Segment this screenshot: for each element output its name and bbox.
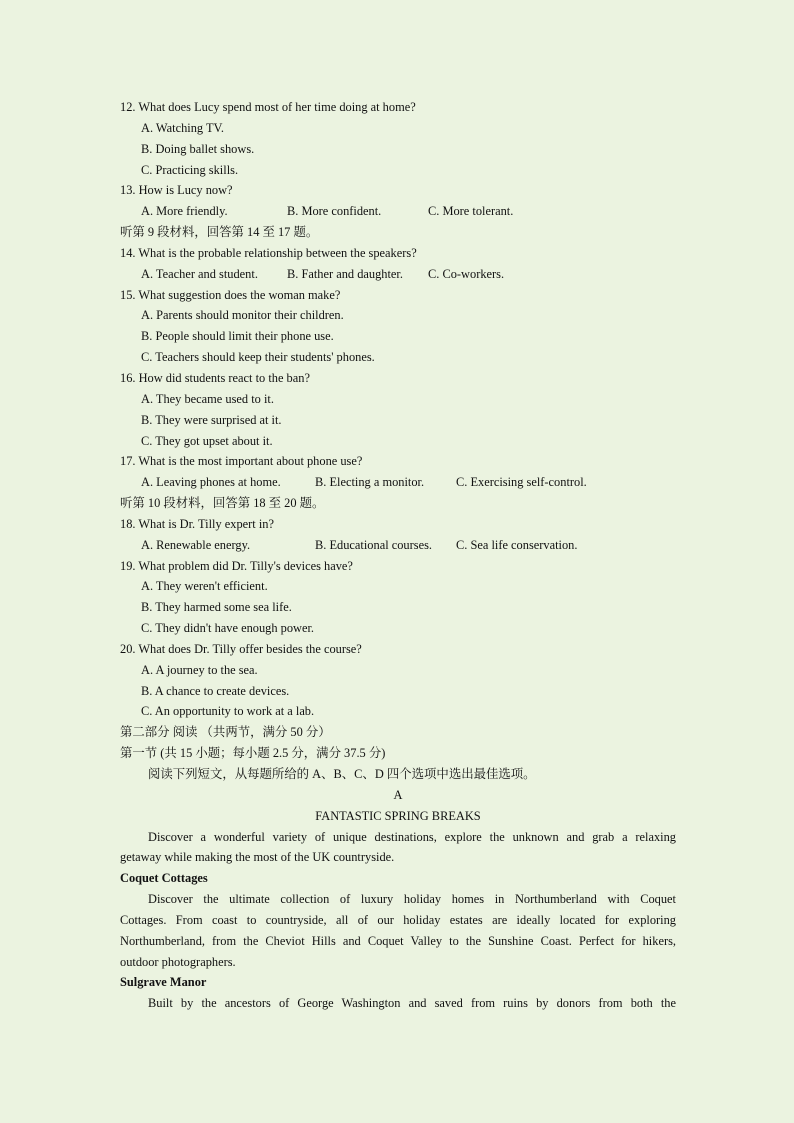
option-15a: A. Parents should monitor their children. [141, 308, 344, 323]
option-19a: A. They weren't efficient. [141, 579, 268, 594]
intro-line-1: Discover a wonderful variety of unique destinations, explore the unknown and grab a relaxing [148, 829, 676, 844]
question-18: 18. What is Dr. Tilly expert in? [120, 516, 274, 531]
option-15c: C. Teachers should keep their students' phones. [141, 350, 375, 365]
reading-instruction: 阅读下列短文，从每题所给的 A、B、C、D 四个选项中选出最佳选项。 [148, 767, 536, 781]
coquet-line-3: Northumberland, from the Cheviot Hills and Coquet Valley to the Sunshine Coast. Perfect for hikers, [120, 933, 676, 948]
option-12b: B. Doing ballet shows. [141, 141, 255, 156]
option-20a: A. A journey to the sea. [141, 662, 258, 677]
coquet-line-2: Cottages. From coast to countryside, all of our holiday estates are ideally located for exploring [120, 912, 676, 927]
option-17b: B. Electing a monitor. [315, 475, 425, 490]
option-17a: A. Leaving phones at home. [141, 475, 281, 490]
question-12: 12. What does Lucy spend most of her time doing at home? [120, 100, 416, 114]
question-15: 15. What suggestion does the woman make? [120, 287, 341, 302]
option-15b: B. People should limit their phone use. [141, 329, 334, 344]
options-18 [120, 535, 676, 556]
question-13: 13. How is Lucy now? [120, 183, 233, 198]
passage-letter: A [393, 787, 403, 802]
option-20c: C. An opportunity to work at a lab. [141, 704, 315, 719]
passage-title: FANTASTIC SPRING BREAKS [315, 808, 481, 823]
option-16b: B. They were surprised at it. [141, 412, 282, 427]
page-content [120, 97, 676, 1014]
option-18b: B. Educational courses. [315, 537, 432, 552]
section-one-heading: 第一节 (共 15 小题；每小题 2.5 分，满分 37.5 分) [120, 746, 386, 761]
option-18c: C. Sea life conservation. [456, 537, 578, 552]
question-19: 19. What problem did Dr. Tilly's devices have? [120, 558, 353, 573]
sulgrave-line-1: Built by the ancestors of George Washington and saved from ruins by donors from both the [148, 996, 676, 1011]
option-14b: B. Father and daughter. [287, 266, 403, 281]
question-17: 17. What is the most important about phone use? [120, 454, 363, 469]
option-17c: C. Exercising self-control. [456, 475, 587, 490]
option-19b: B. They harmed some sea life. [141, 600, 292, 615]
option-19c: C. They didn't have enough power. [141, 621, 315, 636]
question-20: 20. What does Dr. Tilly offer besides the course? [120, 641, 362, 656]
option-14a: A. Teacher and student. [141, 266, 258, 281]
part-two-heading: 第二部分 阅读 （共两节，满分 50 分） [120, 725, 331, 740]
coquet-cottages-heading: Coquet Cottages [120, 871, 208, 886]
question-14: 14. What is the probable relationship between the speakers? [120, 245, 417, 260]
option-13b: B. More confident. [287, 204, 382, 219]
question-16: 16. How did students react to the ban? [120, 370, 310, 385]
instruction-material-9: 听第 9 段材料，回答第 14 至 17 题。 [120, 225, 319, 240]
options-13 [120, 201, 676, 222]
coquet-line-4: outdoor photographers. [120, 954, 236, 969]
options-17 [120, 472, 676, 493]
option-16a: A. They became used to it. [141, 391, 274, 406]
intro-line-2: getaway while making the most of the UK countryside. [120, 850, 395, 865]
option-12a: A. Watching TV. [141, 120, 224, 135]
option-16c: C. They got upset about it. [141, 433, 273, 448]
instruction-material-10: 听第 10 段材料，回答第 18 至 20 题。 [120, 496, 325, 511]
option-13c: C. More tolerant. [428, 204, 514, 219]
option-20b: B. A chance to create devices. [141, 683, 290, 698]
option-13a: A. More friendly. [141, 204, 228, 219]
option-12c: C. Practicing skills. [141, 162, 239, 177]
option-18a: A. Renewable energy. [141, 537, 251, 552]
option-14c: C. Co-workers. [428, 266, 505, 281]
options-14 [120, 264, 676, 285]
sulgrave-manor-heading: Sulgrave Manor [120, 975, 207, 990]
coquet-line-1: Discover the ultimate collection of luxury holiday homes in Northumberland with Coquet [148, 892, 676, 907]
